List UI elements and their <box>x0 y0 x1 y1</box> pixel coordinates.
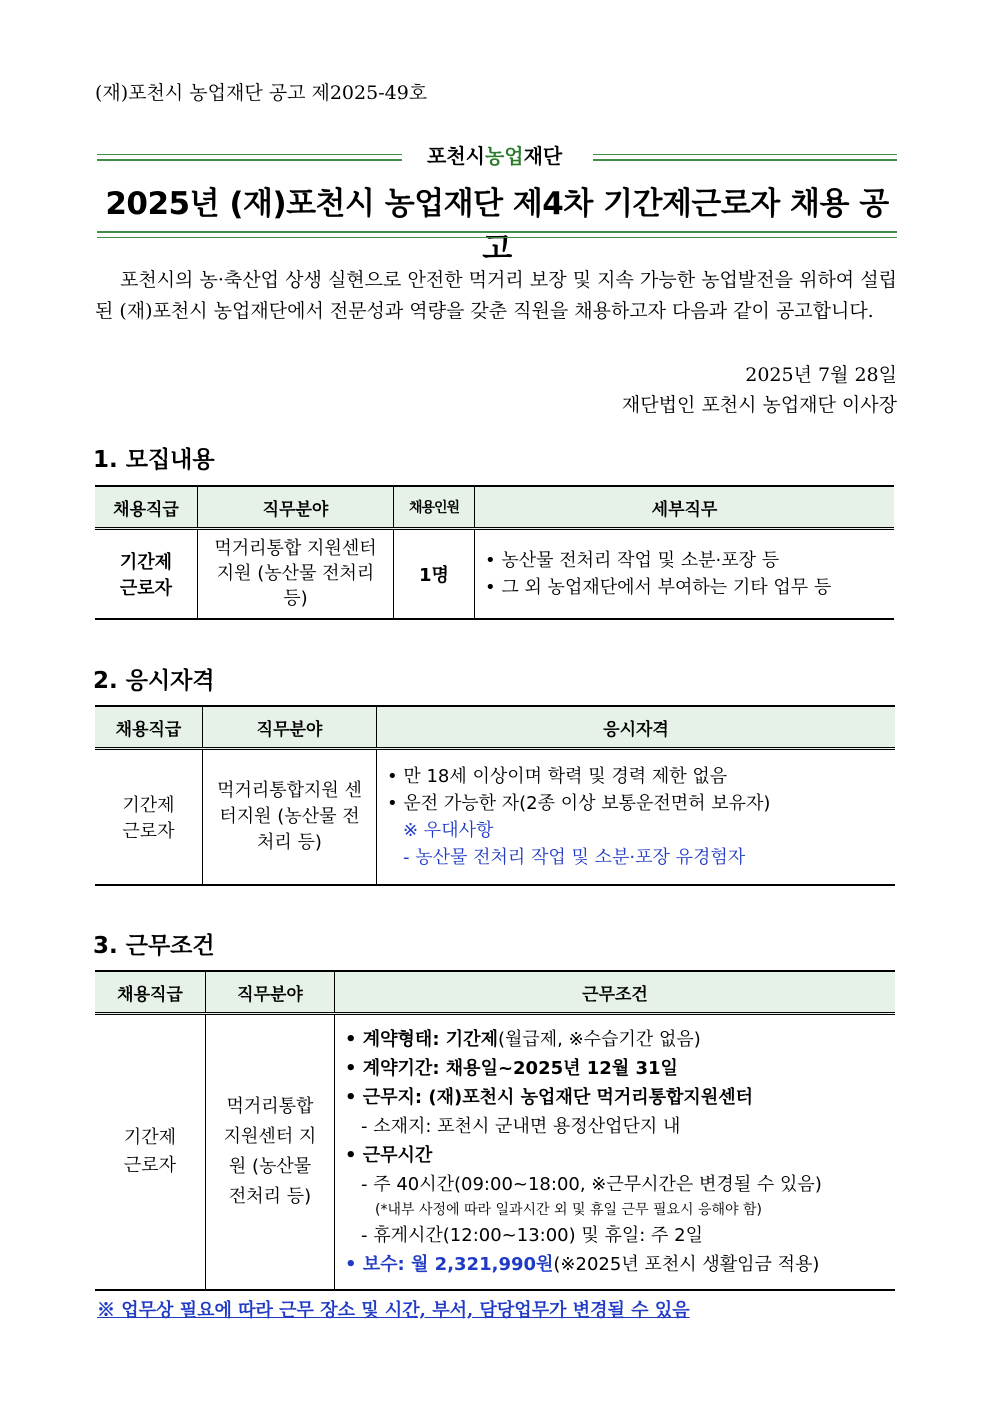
header-grade: 채용직급 <box>95 486 198 529</box>
intro-text <box>95 265 897 327</box>
qualification-table <box>95 705 895 886</box>
break-and-holiday: - 휴게시간(12:00~13:00) 및 휴일: 주 2일 <box>361 1224 703 1246</box>
field-cell: 먹거리통합 지원센터 지원 (농산물 전처리 등) <box>206 1014 335 1290</box>
logo-right-line <box>593 154 897 161</box>
qualification-cell <box>377 749 896 885</box>
header-field: 직무분야 <box>206 971 335 1014</box>
section-3-title: 3. 근무조건 <box>93 933 215 959</box>
header-grade: 채용직급 <box>95 706 203 749</box>
foundation-logo <box>427 136 577 176</box>
header-field: 직무분야 <box>198 486 394 529</box>
conditions-table <box>95 970 895 1291</box>
workplace-location: - 소재지: 포천시 군내면 용정산업단지 내 <box>361 1115 681 1137</box>
logo-text-2: 농업 <box>484 144 524 168</box>
field-cell: 먹거리통합 지원센터 지원 (농산물 전처리 등) <box>198 529 394 619</box>
logo-text-3: 재단 <box>523 144 563 168</box>
issue-date: 2025년 7월 28일 <box>745 364 897 386</box>
conditions-cell <box>335 1014 896 1290</box>
issuer: 재단법인 포천시 농업재단 이사장 <box>621 394 897 416</box>
contract-type-detail: (월급제, ※수습기간 없음) <box>497 1028 701 1050</box>
duty-item: • 그 외 농업재단에서 부여하는 기타 업무 등 <box>485 576 832 598</box>
salary-detail: (※2025년 포천시 생활임금 적용) <box>553 1253 820 1275</box>
logo-row <box>97 136 897 176</box>
grade-cell: 기간제 근로자 <box>95 749 203 885</box>
condition-hours: • 근무시간 <box>345 1144 433 1166</box>
section-2-title: 2. 응시자격 <box>93 668 215 694</box>
preference-title: ※ 우대사항 <box>403 819 494 841</box>
issue-info <box>622 360 897 420</box>
hours-detail: - 주 40시간(09:00~18:00, ※근무시간은 변경될 수 있음) <box>361 1173 822 1195</box>
hours-note: (*내부 사정에 따라 일과시간 외 및 휴일 근무 필요시 응해야 함) <box>375 1201 763 1218</box>
qualification-item: • 만 18세 이상이며 학력 및 경력 제한 없음 <box>387 765 728 787</box>
notice-number: (재)포천시 농업재단 공고 제2025-49호 <box>95 82 428 104</box>
salary-label: • 보수: 월 2,321,990원 <box>345 1253 554 1275</box>
title-divider <box>97 231 897 238</box>
duty-item: • 농산물 전처리 작업 및 소분·포장 등 <box>485 549 780 571</box>
header-field: 직무분야 <box>203 706 377 749</box>
condition-workplace: • 근무지: (재)포천시 농업재단 먹거리통합지원센터 <box>345 1086 753 1108</box>
condition-contract-period: • 계약기간: 채용일~2025년 12월 31일 <box>345 1057 678 1079</box>
recruitment-table <box>95 485 894 620</box>
logo-text-1: 포천시 <box>427 144 485 168</box>
condition-contract-type <box>345 1025 885 1054</box>
header-count: 채용인원 <box>394 486 475 529</box>
grade-cell: 기간제 근로자 <box>95 529 198 619</box>
contract-type-label: • 계약형태: 기간제 <box>345 1028 498 1050</box>
field-cell: 먹거리통합지원 센터지원 (농산물 전처리 등) <box>203 749 377 885</box>
count-cell: 1명 <box>394 529 475 619</box>
preference-item: - 농산물 전처리 작업 및 소분·포장 유경험자 <box>403 846 746 868</box>
grade-cell: 기간제 근로자 <box>95 1014 206 1290</box>
header-grade: 채용직급 <box>95 971 206 1014</box>
header-qualification: 응시자격 <box>377 706 896 749</box>
condition-salary <box>345 1250 885 1279</box>
header-conditions: 근무조건 <box>335 971 896 1014</box>
duties-cell <box>475 529 895 619</box>
intro-body: 포천시의 농·축산업 상생 실현으로 안전한 먹거리 보장 및 지속 가능한 농업발전을 위하여 설립된 (재)포천시 농업재단에서 전문성과 역량을 갖춘 직원을 채용하고자 다음과 같이 공고합니다. <box>95 269 897 322</box>
logo-left-line <box>97 154 402 161</box>
qualification-item: • 운전 가능한 자(2종 이상 보통운전면허 보유자) <box>387 792 771 814</box>
section-1-title: 1. 모집내용 <box>93 447 215 473</box>
footnote: ※ 업무상 필요에 따라 근무 장소 및 시간, 부서, 담당업무가 변경될 수 있음 <box>97 1300 690 1321</box>
header-duties: 세부직무 <box>475 486 895 529</box>
page-title: 2025년 (재)포천시 농업재단 제4차 기간제근로자 채용 공고 <box>105 186 889 267</box>
